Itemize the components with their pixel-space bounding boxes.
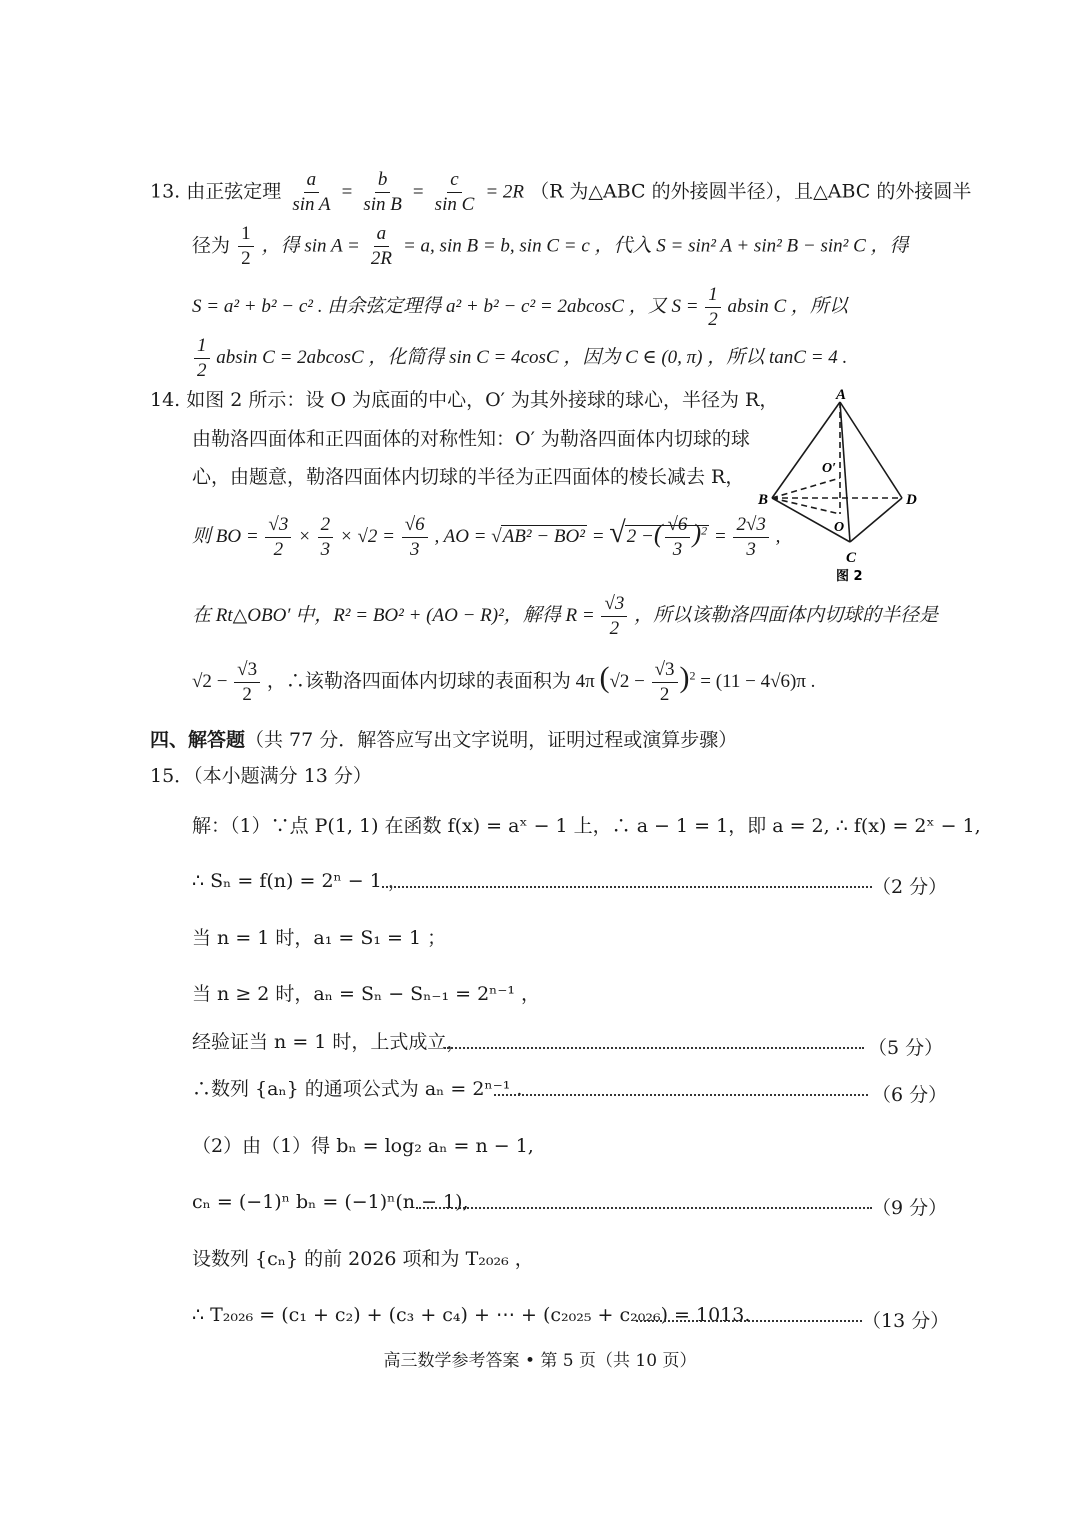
fraction-a-over-sinA: $\frac{a}{\text{sin A}}$ [292,169,331,215]
segment-BO [772,498,840,514]
fraction-sqrt6-over-3: $\frac{√6}{3}$ [402,515,428,560]
label-D: D [906,492,917,508]
label-O-prime: O′ [822,461,837,476]
q14-line-6: √2 − $\frac{√3}{2}$ ，∴该勒洛四面体内切球的表面积为 4π (√2 − $\frac{√3}{2}$ )$^2$ = (11 − 4√6)π . [192,659,816,705]
q15-line-6: ∴数列 {aₙ} 的通项公式为 aₙ = 2ⁿ⁻¹ . [192,1078,523,1100]
q15-line-9: 设数列 {cₙ} 的前 2026 项和为 T₂₀₂₆ ， [192,1248,534,1270]
edge-AD [840,402,902,498]
edge-AB [772,402,840,498]
fraction-sqrt3-over-2-b: $\frac{√3}{2}$ [234,660,260,705]
score-2: （2 分） [872,876,948,898]
fraction-c-over-sinC: $\frac{c}{\text{sin C}}$ [434,169,475,215]
q14-line-1: 14. 如图 2 所示：设 O 为底面的中心，O′ 为其外接球的球心，半径为 R， [150,389,779,411]
segment-BOp [772,478,840,498]
score-6: （6 分） [872,1084,948,1106]
section-4-heading: 四、解答题（共 77 分．解答应写出文字说明，证明过程或演算步骤） [150,729,738,751]
fraction-a-over-2R: $\frac{a}{2R}$ [370,223,392,269]
q14-number: 14. [150,389,181,411]
edge-CD [850,498,902,542]
fraction-one-half-3: $\frac{1}{2}$ [194,336,210,381]
q13-line-1: 13. 由正弦定理 $\frac{a}{\text{sin A}}$ = $\frac{b}{\text{sin B}}$ = $\frac{c}{\text{sin C}}$ = 2R （R 为△ABC 的外接圆半径），且△ABC 的外接圆半 [150,169,972,215]
q15-header: 15．（本小题满分 13 分） [150,765,372,787]
label-O: O [834,520,845,535]
leader-dots [444,1047,864,1049]
score-5: （5 分） [868,1037,944,1059]
score-13: （13 分） [862,1310,950,1332]
q14-line-3: 心，由题意，勒洛四面体内切球的半径为正四面体的棱长减去 R， [192,466,745,488]
fraction-2-over-3: $\frac{2}{3}$ [318,515,334,560]
score-9: （9 分） [872,1197,948,1219]
q15-line-2: ∴ Sₙ = f(n) = 2ⁿ − 1 ， [192,870,407,892]
page-footer: 高三数学参考答案 • 第 5 页（共 10 页） [383,1351,697,1371]
label-B: B [758,492,769,508]
q15-line-8: cₙ = (−1)ⁿ bₙ = (−1)ⁿ(n − 1), [192,1191,469,1213]
label-C: C [846,550,857,566]
fraction-b-over-sinB: $\frac{b}{\text{sin B}}$ [363,169,402,215]
q14-line-5: 在 Rt△OBO′ 中，R² = BO² + (AO − R)²，解得 R = $\frac{√3}{2}$ ，所以该勒洛四面体内切球的半径是 [192,593,939,639]
q15-line-10: ∴ T₂₀₂₆ = (c₁ + c₂) + (c₃ + c₄) + ⋯ + (c₂₀₂₅ + c₂₀₂₆) = 1013. [192,1304,751,1326]
fraction-sqrt3-over-2: $\frac{√3}{2}$ [265,515,291,560]
tetrahedron-figure [752,388,952,588]
leader-dots [416,1207,872,1209]
q13-line-2: 径为 $\frac{1}{2}$ ，得 sin A = $\frac{a}{2R}$ = a, sin B = b, sin C = c ，代入 S = sin² A + sin² B − sin² C ，得 [192,223,909,269]
q15-line-5: 经验证当 n = 1 时，上式成立， [192,1031,466,1053]
fraction-one-half-2: $\frac{1}{2}$ [705,285,721,330]
q15-line-7: （2）由（1）得 bₙ = log₂ aₙ = n − 1, [192,1135,534,1157]
q13-line-3: S = a² + b² − c² . 由余弦定理得 a² + b² − c² = 2abcosC ，又 S = $\frac{1}{2}$ absin C ，所以 [192,284,848,330]
figure-caption: 图 2 [836,569,863,584]
leader-dots [636,1320,862,1322]
leader-dots [382,886,872,888]
fraction-2sqrt3-over-3: $\frac{2√3}{3}$ [733,515,768,560]
leader-dots [494,1094,868,1096]
q15-line-4: 当 n ≥ 2 时，aₙ = Sₙ − Sₙ₋₁ = 2ⁿ⁻¹ ， [192,983,541,1005]
q15-line-3: 当 n = 1 时，a₁ = S₁ = 1 ； [192,927,447,949]
q13-line-4: $\frac{1}{2}$ absin C = 2abcosC ，化简得 sin C = 4cosC ，因为 C ∈ (0, π) ，所以 tanC = 4 . [192,336,847,381]
q13-number: 13. [150,180,181,203]
fraction-one-half: $\frac{1}{2}$ [238,224,254,269]
fraction-R-value: $\frac{√3}{2}$ [601,594,627,639]
q14-line-4: 则 BO = $\frac{√3}{2}$ × $\frac{2}{3}$ × √2 = $\frac{√6}{3}$ , AO = √AB² − BO² = √2 −( $\frac{√6}{3}$ )$^2$ = $\frac{2√3}{3}$ , [192,514,781,560]
label-A: A [836,388,847,403]
q14-line-2: 由勒洛四面体和正四面体的对称性知：O′ 为勒洛四面体内切球的球 [192,428,750,450]
q15-line-1: 解：（1）∵点 P(1, 1) 在函数 f(x) = aˣ − 1 上，∴ a − 1 = 1，即 a = 2, ∴ f(x) = 2ˣ − 1, [192,815,981,837]
